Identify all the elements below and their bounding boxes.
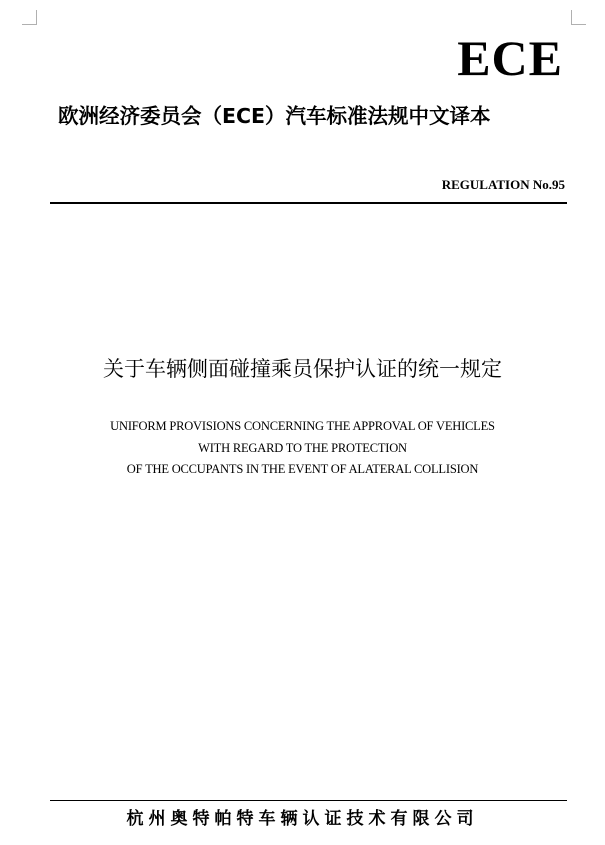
english-title-line: UNIFORM PROVISIONS CONCERNING THE APPROVAL OF VEHICLES [110,419,495,433]
company-name: 杭州奥特帕特车辆认证技术有限公司 [126,809,479,829]
english-document-title [0,416,605,481]
footer-divider [50,800,567,801]
header-divider [50,202,567,204]
crop-mark-top-right [571,10,586,25]
crop-mark-top-left [22,10,37,25]
english-title-line: WITH REGARD TO THE PROTECTION [198,440,407,455]
ece-logo-text: ECE [457,30,563,86]
regulation-number: REGULATION No.95 [441,177,565,192]
english-title-line: OF THE OCCUPANTS IN THE EVENT OF ALATERAL COLLISION [126,462,479,476]
chinese-document-title: 关于车辆侧面碰撞乘员保护认证的统一规定 [103,357,502,381]
chinese-series-title: 欧洲经济委员会（ECE）汽车标准法规中文译本 [58,104,491,128]
